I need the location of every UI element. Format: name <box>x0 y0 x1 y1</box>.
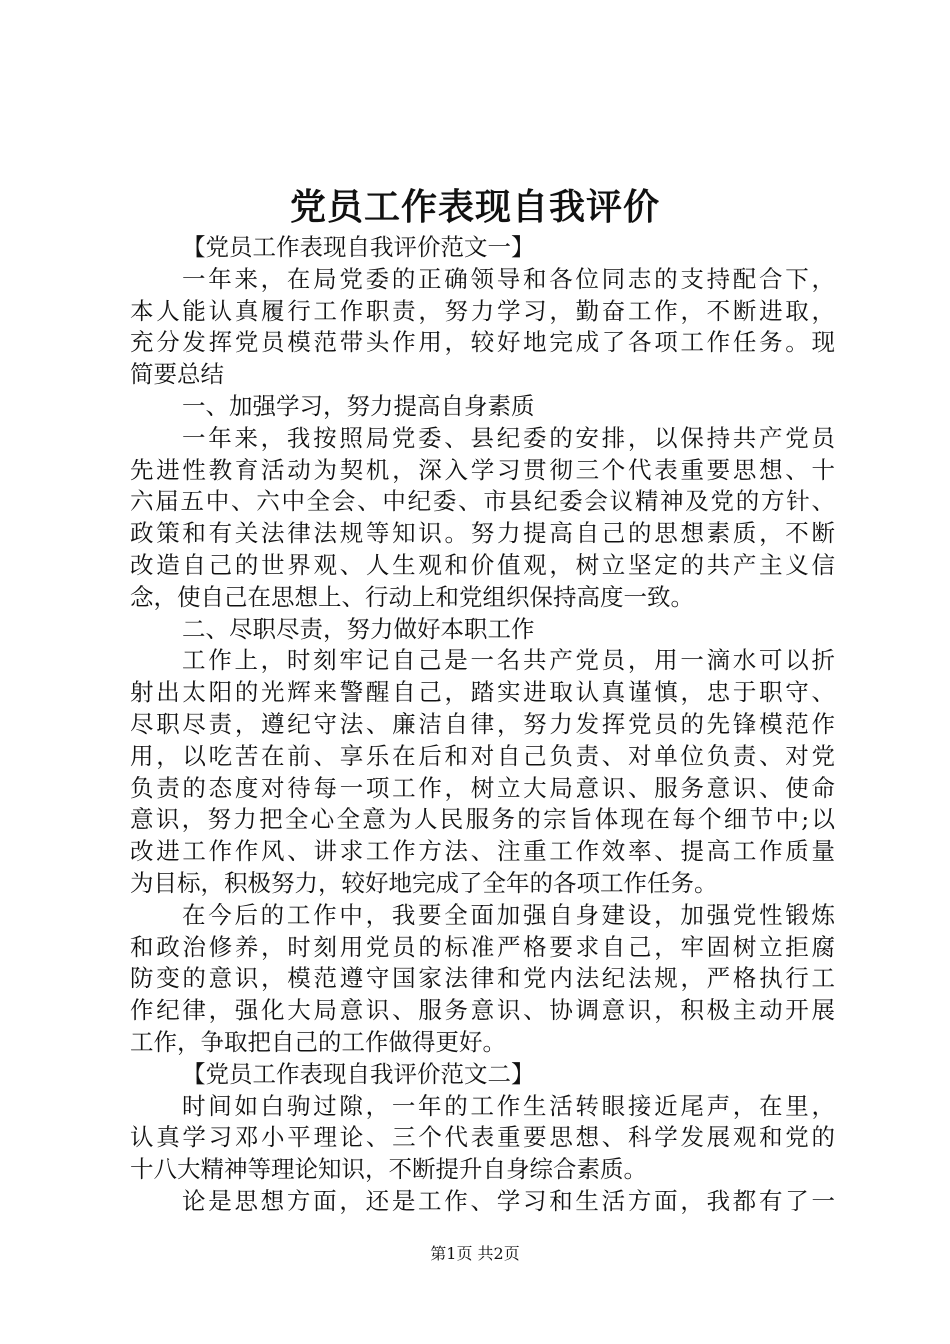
paragraph-line: 认真学习邓小平理论、三个代表重要思想、科学发展观和党的 <box>130 1123 835 1152</box>
paragraph-line: 一年来，在局党委的正确领导和各位同志的支持配合下， <box>182 264 835 293</box>
paragraph-line: 在今后的工作中，我要全面加强自身建设，加强党性锻炼 <box>182 900 835 929</box>
paragraph-line: 十八大精神等理论知识，不断提升自身综合素质。 <box>130 1155 647 1184</box>
paragraph-line: 政策和有关法律法规等知识。努力提高自己的思想素质，不断 <box>130 519 835 548</box>
paragraph-line: 工作，争取把自己的工作做得更好。 <box>130 1027 506 1056</box>
document-title: 党员工作表现自我评价 <box>289 187 660 228</box>
paragraph-line: 念，使自己在思想上、行动上和党组织保持高度一致。 <box>130 582 694 611</box>
paragraph-line: 六届五中、六中全会、中纪委、市县纪委会议精神及党的方针、 <box>130 487 835 516</box>
paragraph-line: 论是思想方面，还是工作、学习和生活方面，我都有了一 <box>182 1186 835 1215</box>
document-body <box>130 232 835 1218</box>
paragraph-line: 改造自己的世界观、人生观和价值观，树立坚定的共产主义信 <box>130 550 835 579</box>
section-heading: 【党员工作表现自我评价范文二】 <box>182 1059 535 1088</box>
paragraph-line: 用，以吃苦在前、享乐在后和对自己负责、对单位负责、对党 <box>130 741 835 770</box>
paragraph-line: 为目标，积极努力，较好地完成了全年的各项工作任务。 <box>130 868 718 897</box>
paragraph-line: 充分发挥党员模范带头作用，较好地完成了各项工作任务。现 <box>130 328 835 357</box>
paragraph-line: 简要总结 <box>130 360 224 389</box>
paragraph-line: 尽职尽责，遵纪守法、廉洁自律，努力发挥党员的先锋模范作 <box>130 709 835 738</box>
paragraph-line: 负责的态度对待每一项工作，树立大局意识、服务意识、使命 <box>130 773 835 802</box>
paragraph-line: 防变的意识，模范遵守国家法律和党内法纪法规，严格执行工 <box>130 964 835 993</box>
paragraph-line: 时间如白驹过隙，一年的工作生活转眼接近尾声，在里， <box>182 1091 835 1120</box>
paragraph-line: 改进工作作风、讲求工作方法、注重工作效率、提高工作质量 <box>130 837 835 866</box>
paragraph-line: 一年来，我按照局党委、县纪委的安排，以保持共产党员 <box>182 423 835 452</box>
paragraph-line: 工作上，时刻牢记自己是一名共产党员，用一滴水可以折 <box>182 646 835 675</box>
paragraph-line: 先进性教育活动为契机，深入学习贯彻三个代表重要思想、十 <box>130 455 835 484</box>
page-footer: 第1页 共2页 <box>430 1244 520 1263</box>
paragraph-line: 意识，努力把全心全意为人民服务的宗旨体现在每个细节中;以 <box>130 805 835 834</box>
section-heading: 二、尽职尽责，努力做好本职工作 <box>182 614 535 643</box>
paragraph-line: 作纪律，强化大局意识、服务意识、协调意识，积极主动开展 <box>130 996 835 1025</box>
paragraph-line: 射出太阳的光辉来警醒自己，踏实进取认真谨慎，忠于职守、 <box>130 678 835 707</box>
paragraph-line: 本人能认真履行工作职责，努力学习，勤奋工作，不断进取， <box>130 296 835 325</box>
paragraph-line: 和政治修养，时刻用党员的标准严格要求自己，牢固树立拒腐 <box>130 932 835 961</box>
section-heading: 一、加强学习，努力提高自身素质 <box>182 391 535 420</box>
paragraph-line: 【党员工作表现自我评价范文一】 <box>182 233 535 261</box>
